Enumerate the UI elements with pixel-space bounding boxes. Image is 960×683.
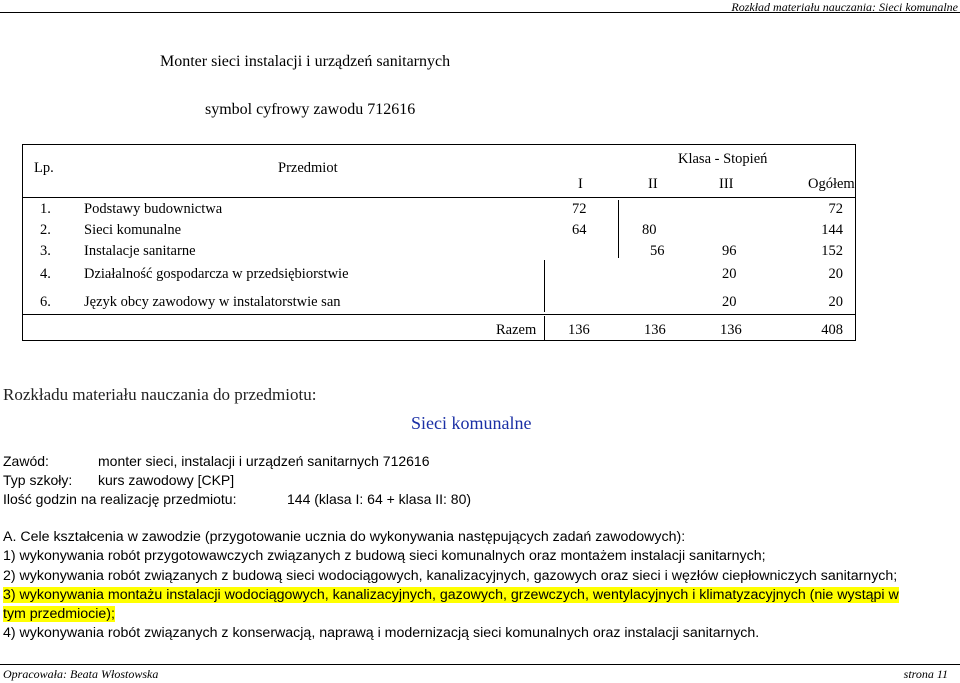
table-row-total: 144 (821, 222, 843, 238)
sum-label: Razem (496, 322, 537, 338)
profession-symbol: symbol cyfrowy zawodu 712616 (205, 101, 416, 118)
goals-intro: A. Cele kształcenia w zawodzie (przygotowanie ucznia do wykonywania następujących zadań zawodowych): (3, 529, 686, 545)
table-row-class-1: 64 (572, 222, 587, 238)
info-hours (3, 491, 472, 507)
info-school-type-label: Typ szkoły: (3, 472, 73, 488)
table-cell-divider-b (544, 260, 545, 312)
sum-total: 408 (821, 322, 843, 338)
running-header: Rozkład materiału nauczania: Sieci komunalne (731, 0, 958, 14)
table-border-left (22, 144, 23, 341)
table-row-subject: Sieci komunalne (84, 222, 182, 238)
table-border-top (22, 144, 856, 145)
info-profession (3, 453, 430, 469)
table-row-lp: 1. (40, 201, 51, 217)
table-row-lp: 4. (40, 266, 51, 282)
info-hours-value: 144 (klasa I: 64 + klasa II: 80) (287, 491, 472, 507)
table-row-subject: Język obcy zawodowy w instalatorstwie san (84, 294, 341, 310)
info-profession-value: monter sieci, instalacji i urządzeń sanitarnych 712616 (98, 453, 430, 469)
goal-item: 2) wykonywania robót związanych z budową sieci wodociągowych, kanalizacyjnych, gazowych oraz sieci i węzłów ciepłowniczych sanitarnych; (3, 567, 898, 584)
table-row-class-3: 20 (722, 294, 737, 310)
table-row-total: 20 (828, 266, 843, 282)
info-hours-label: Ilość godzin na realizację przedmiotu: (3, 491, 237, 507)
subject-name: Sieci komunalne (411, 413, 532, 433)
col-head-class-group: Klasa - Stopień (678, 151, 768, 167)
table-row-class-3: 96 (722, 243, 737, 259)
col-head-class-2: II (648, 176, 658, 192)
table-row-total: 72 (828, 201, 843, 217)
document-title: Monter sieci instalacji i urządzeń sanitarnych (160, 53, 451, 70)
col-head-class-3: III (719, 176, 734, 192)
info-profession-label: Zawód: (3, 453, 49, 469)
table-border-right (855, 144, 856, 341)
table-row-total: 152 (821, 243, 843, 259)
footer-author: Opracowała: Beata Włostowska (3, 667, 159, 681)
table-row-total: 20 (828, 294, 843, 310)
goal-item-highlighted: 3) wykonywania montażu instalacji wodociągowych, kanalizacyjnych, gazowych, grzewczych, wentylacyjnych i klimatyzacyjnych (nie wystąpi w (3, 586, 899, 603)
section-title: Rozkładu materiału nauczania do przedmiotu: (3, 385, 317, 404)
table-sum-rule (22, 314, 856, 315)
sum-class-3: 136 (720, 322, 742, 338)
goals-list (3, 528, 953, 644)
col-head-total: Ogółem (808, 176, 855, 192)
col-head-lp: Lp. (34, 160, 54, 176)
table-row-subject: Instalacje sanitarne (84, 243, 196, 259)
table-row-class-1: 72 (572, 201, 587, 217)
goal-item-highlighted-continuation: tym przedmiocie); (3, 606, 115, 623)
table-row-subject: Działalność gospodarcza w przedsiębiorstwie (84, 266, 349, 282)
table-row-lp: 3. (40, 243, 51, 259)
table-row-class-2: 80 (642, 222, 657, 238)
sum-class-2: 136 (644, 322, 666, 338)
sum-class-1: 136 (568, 322, 590, 338)
table-row-lp: 6. (40, 294, 51, 310)
col-head-class-1: I (578, 176, 583, 192)
footer-rule (0, 664, 960, 665)
table-cell-divider-a (618, 200, 619, 258)
info-school-type-value: kurs zawodowy [CKP] (98, 472, 235, 488)
goal-item: 1) wykonywania robót przygotowawczych związanych z budową sieci komunalnych oraz montażem instalacji sanitarnych; (3, 548, 766, 565)
col-head-subject: Przedmiot (278, 160, 338, 176)
table-sum-divider (544, 316, 545, 340)
goal-item: 4) wykonywania robót związanych z konserwacją, naprawą i modernizacją sieci komunalnych oraz instalacji sanitarnych. (3, 625, 760, 642)
table-row-subject: Podstawy budownictwa (84, 201, 223, 217)
table-border-bottom (22, 340, 856, 341)
table-header-rule (22, 197, 856, 198)
footer-page-number: strona 11 (903, 667, 948, 681)
header-rule (0, 12, 960, 13)
table-row-lp: 2. (40, 222, 51, 238)
info-school-type (3, 472, 235, 488)
table-row-class-2: 56 (650, 243, 665, 259)
table-row-class-3: 20 (722, 266, 737, 282)
subjects-table (22, 144, 856, 341)
